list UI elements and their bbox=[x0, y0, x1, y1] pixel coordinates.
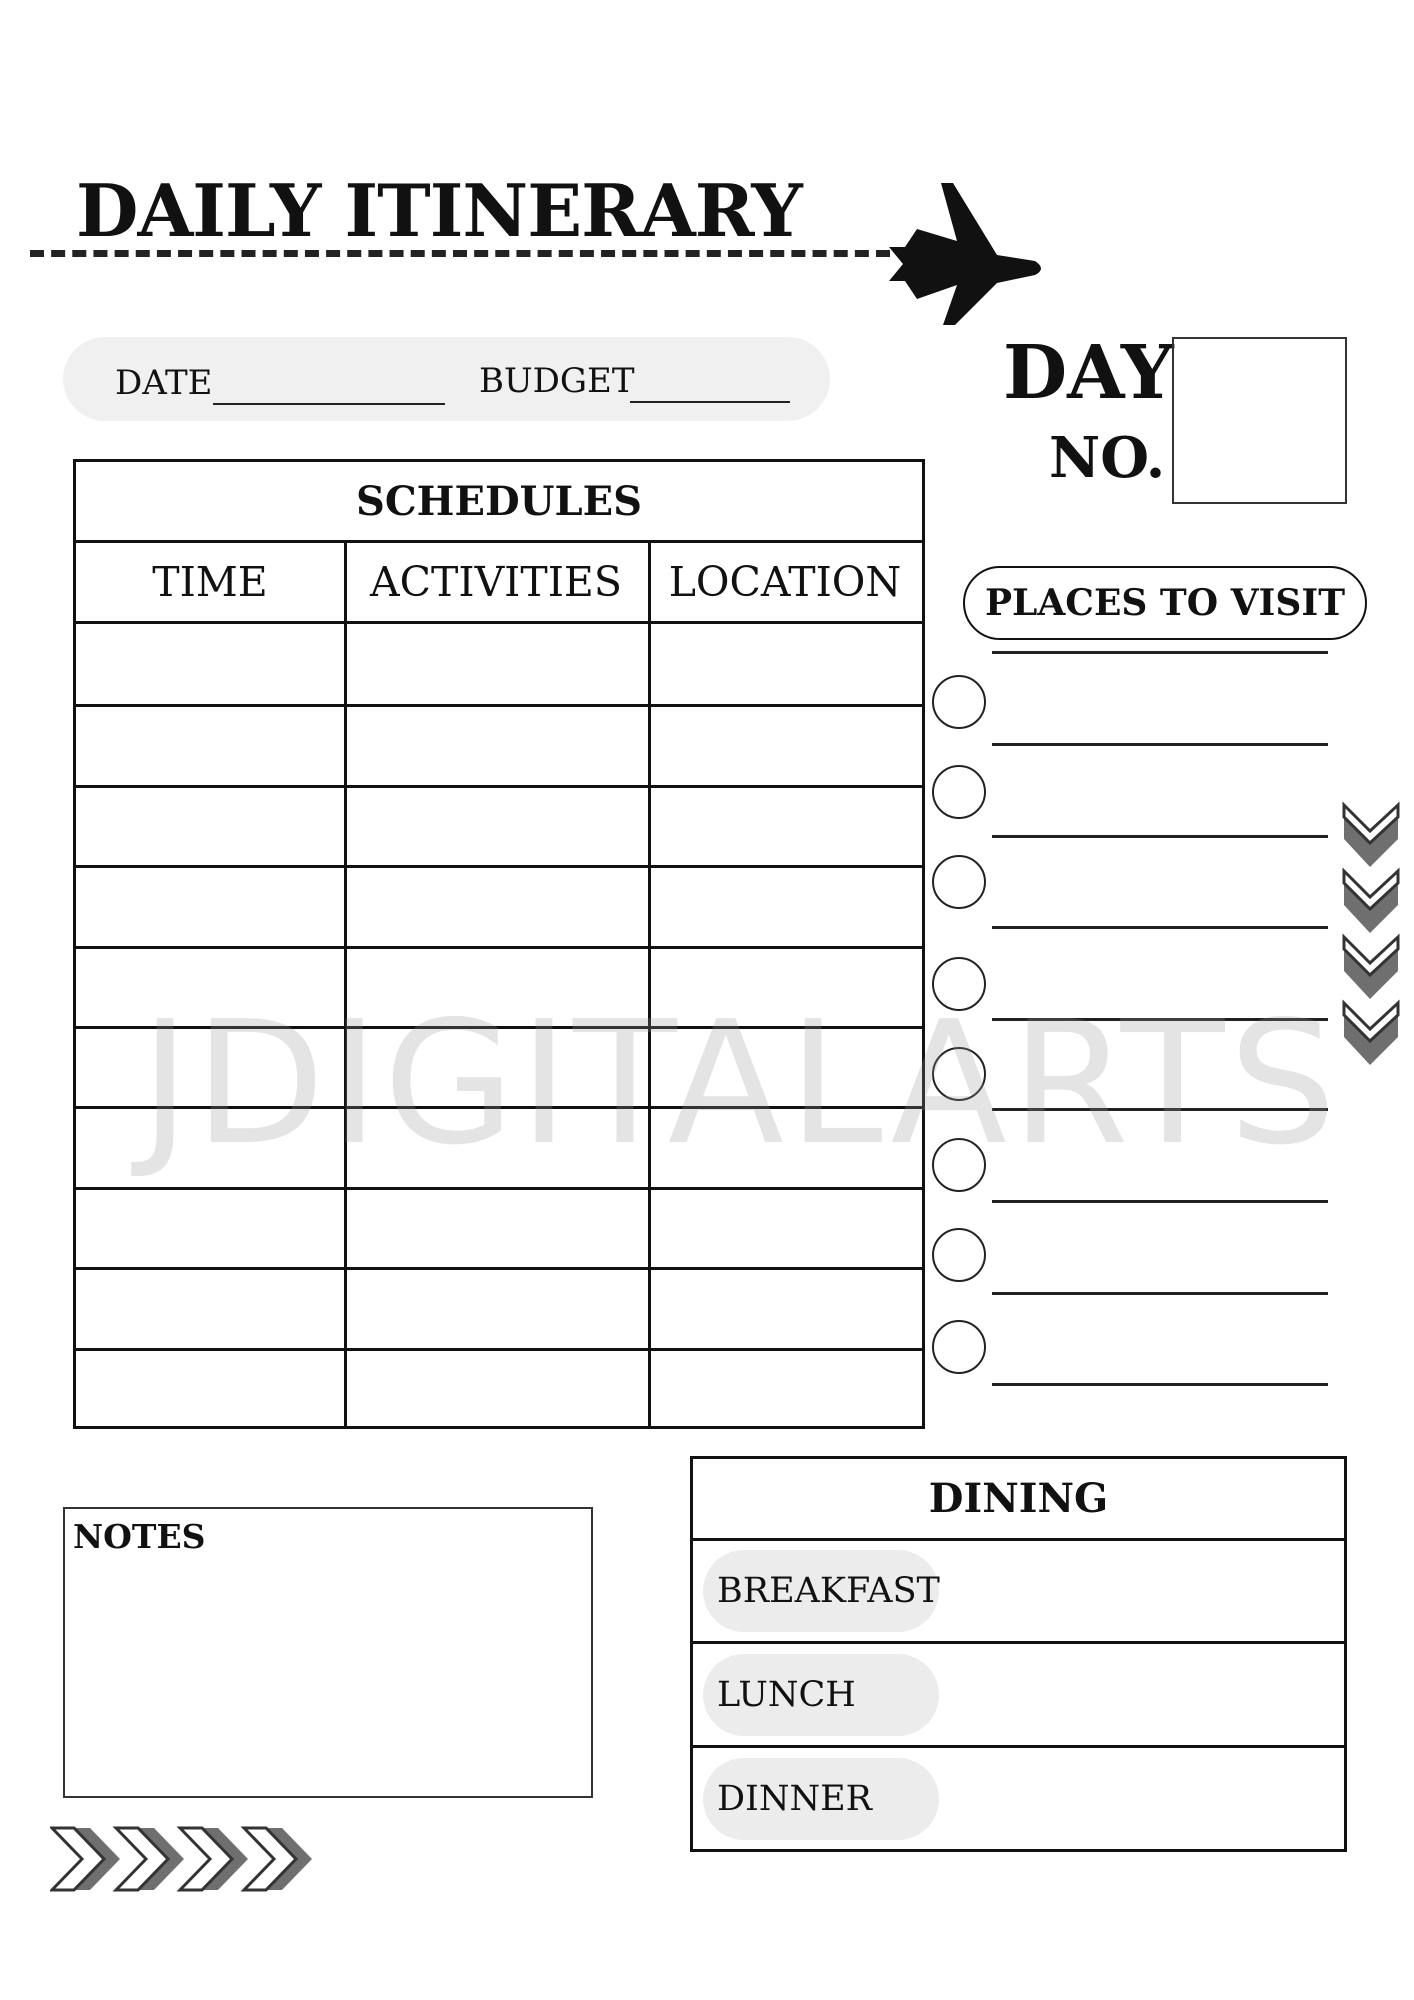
meal-dinner: DINNER bbox=[703, 1758, 939, 1840]
schedule-table bbox=[73, 459, 925, 1429]
place-checkbox[interactable] bbox=[932, 765, 986, 819]
chevron-down-icon bbox=[1340, 795, 1402, 1075]
place-entry-line[interactable] bbox=[992, 835, 1328, 838]
place-entry-line[interactable] bbox=[992, 1200, 1328, 1203]
day-number-box[interactable] bbox=[1172, 337, 1347, 504]
date-label: DATE bbox=[115, 363, 213, 403]
place-entry-line[interactable] bbox=[992, 1383, 1328, 1386]
places-to-visit-title: PLACES TO VISIT bbox=[963, 566, 1367, 640]
budget-label: BUDGET bbox=[479, 361, 635, 401]
dining-title: DINING bbox=[693, 1459, 1344, 1541]
dining-table bbox=[690, 1456, 1347, 1852]
date-field-line[interactable] bbox=[213, 403, 445, 405]
meal-breakfast: BREAKFAST bbox=[703, 1550, 939, 1632]
place-checkbox[interactable] bbox=[932, 675, 986, 729]
watermark: JDIGITALARTS bbox=[140, 985, 1341, 1183]
schedule-row[interactable] bbox=[76, 865, 922, 945]
column-header-location: LOCATION bbox=[668, 558, 902, 606]
places-top-line bbox=[992, 651, 1328, 654]
dining-row-divider bbox=[693, 1745, 1344, 1748]
date-budget-bar bbox=[63, 337, 830, 421]
place-entry-line[interactable] bbox=[992, 926, 1328, 929]
meal-lunch: LUNCH bbox=[703, 1654, 939, 1736]
budget-field-line[interactable] bbox=[630, 401, 790, 403]
schedule-row[interactable] bbox=[76, 785, 922, 865]
schedule-row[interactable] bbox=[76, 704, 922, 784]
notes-label: NOTES bbox=[73, 1517, 206, 1556]
chevron-right-icon bbox=[50, 1820, 330, 1898]
place-entry-line[interactable] bbox=[992, 1292, 1328, 1295]
airplane-icon bbox=[885, 183, 1045, 325]
day-label: DAY bbox=[1003, 330, 1174, 416]
column-header-activities: ACTIVITIES bbox=[370, 558, 622, 606]
place-checkbox[interactable] bbox=[932, 855, 986, 909]
notes-box[interactable] bbox=[63, 1507, 593, 1798]
schedule-row[interactable] bbox=[76, 1348, 922, 1428]
place-checkbox[interactable] bbox=[932, 1228, 986, 1282]
schedule-row[interactable] bbox=[76, 1187, 922, 1267]
dining-row-divider bbox=[693, 1641, 1344, 1644]
schedule-row[interactable] bbox=[76, 624, 922, 704]
schedule-title: SCHEDULES bbox=[76, 462, 922, 543]
place-entry-line[interactable] bbox=[992, 743, 1328, 746]
place-checkbox[interactable] bbox=[932, 1320, 986, 1374]
schedule-column-headers bbox=[76, 543, 922, 624]
column-header-time: TIME bbox=[152, 558, 268, 606]
dashed-flight-path bbox=[30, 250, 890, 257]
schedule-row[interactable] bbox=[76, 1267, 922, 1347]
page-title: DAILY ITINERARY bbox=[76, 168, 802, 253]
day-no-label: NO. bbox=[1049, 425, 1166, 491]
